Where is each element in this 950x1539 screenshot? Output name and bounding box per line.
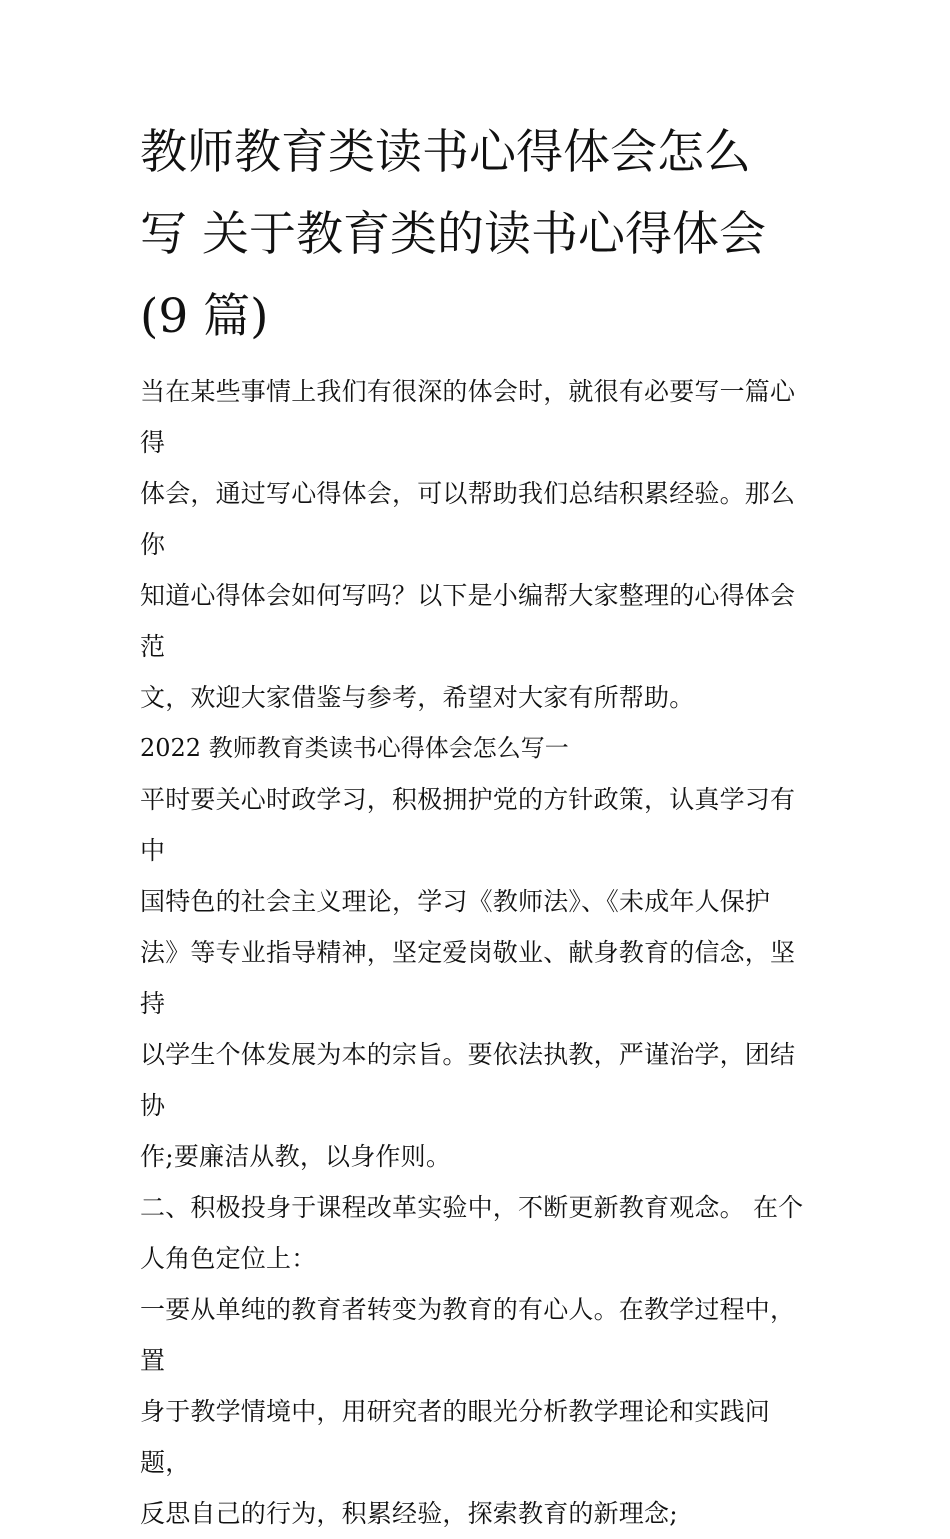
document-title xyxy=(140,112,820,358)
paragraph-3-line-3: 反思自己的行为，积累经验，探索教育的新理念; xyxy=(140,1499,678,1528)
paragraph-3-line-2: 身于教学情境中，用研究者的眼光分析教学理论和实践问题， xyxy=(140,1397,771,1477)
document-page xyxy=(140,112,820,1539)
section-heading: 2022 教师教育类读书心得体会怎么写一 xyxy=(140,734,569,762)
paragraph-1-line-3: 法》等专业指导精神，坚定爱岗敬业、献身教育的信念，坚持 xyxy=(140,938,796,1018)
paragraph-2-line-1: 二、积极投身于课程改革实验中，不断更新教育观念。 在个 xyxy=(140,1193,804,1222)
title-line-2: 写 关于教育类的读书心得体会 xyxy=(140,207,766,262)
title-line-1: 教师教育类读书心得体会怎么 xyxy=(140,125,751,180)
title-line-3: (9 篇) xyxy=(140,289,269,344)
paragraph-2-line-2: 人角色定位上： xyxy=(140,1244,317,1273)
intro-line-3: 知道心得体会如何写吗？以下是小编帮大家整理的心得体会范 xyxy=(140,581,796,661)
intro-line-4: 文，欢迎大家借鉴与参考，希望对大家有所帮助。 xyxy=(140,683,695,712)
paragraph-1-line-2: 国特色的社会主义理论，学习《教师法》、《未成年人保护 xyxy=(140,887,771,916)
paragraph-1-line-4: 以学生个体发展为本的宗旨。要依法执教，严谨治学，团结协 xyxy=(140,1040,796,1120)
intro-line-1: 当在某些事情上我们有很深的体会时，就很有必要写一篇心得 xyxy=(140,377,796,457)
document-body xyxy=(140,366,820,1539)
paragraph-1-line-5: 作;要廉洁从教，以身作则。 xyxy=(140,1142,452,1171)
intro-line-2: 体会，通过写心得体会，可以帮助我们总结积累经验。那么你 xyxy=(140,479,796,559)
paragraph-1-line-1: 平时要关心时政学习，积极拥护党的方针政策，认真学习有中 xyxy=(140,785,796,865)
paragraph-3-line-1: 一要从单纯的教育者转变为教育的有心人。在教学过程中，置 xyxy=(140,1295,796,1375)
